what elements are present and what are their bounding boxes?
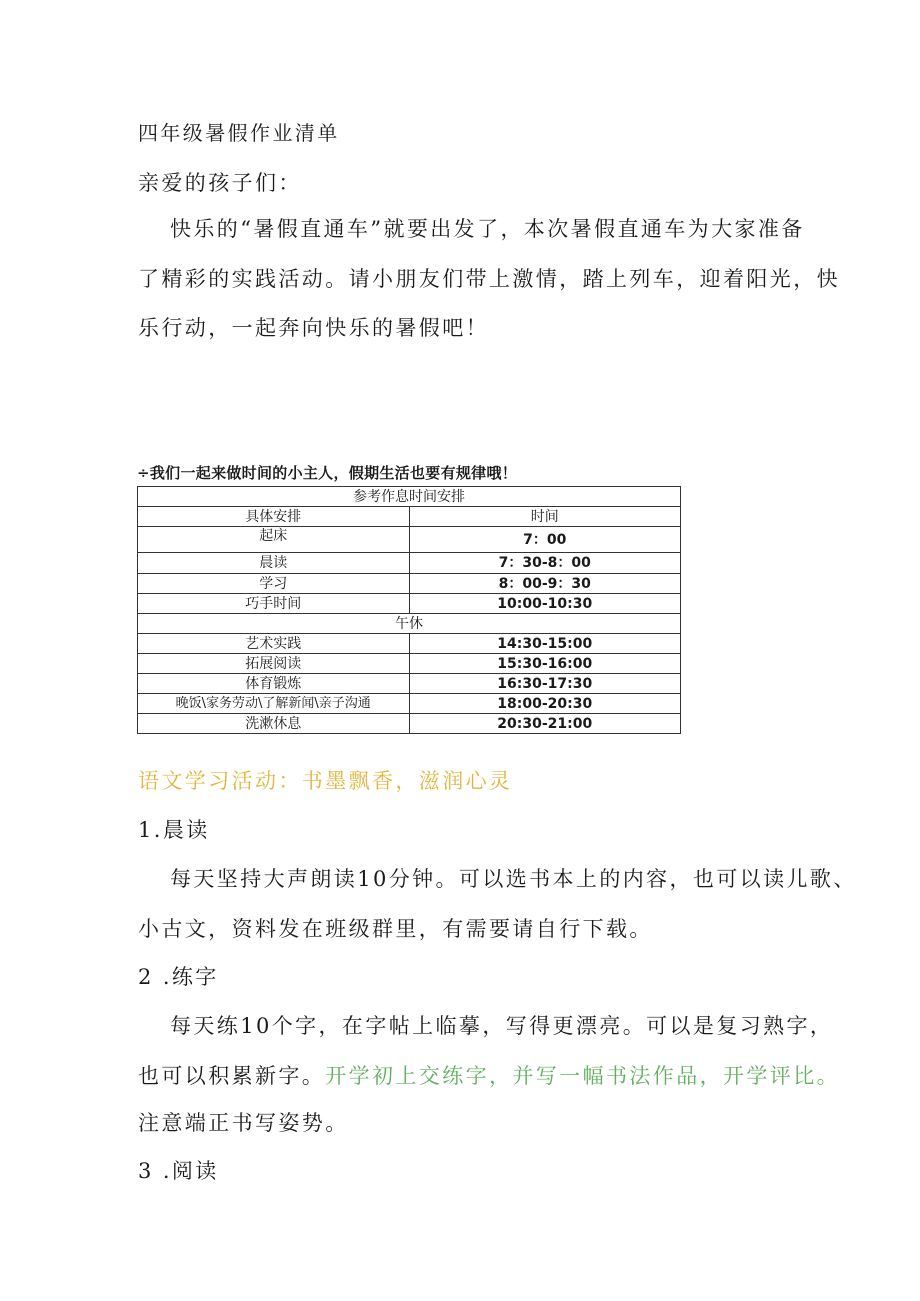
schedule-time: 7：30-8：00 [409,553,681,574]
schedule-item: 拓展阅读 [138,654,410,674]
table-row [138,694,681,714]
schedule-time: 20:30-21:00 [409,714,681,734]
schedule-table [137,486,681,734]
item-label-morning-reading: 1.晨读 [138,818,210,842]
schedule-item: 艺术实践 [138,634,410,654]
table-row [138,553,681,574]
item-label-calligraphy: 2 .练字 [138,965,219,989]
schedule-item: 体育锻炼 [138,674,410,694]
table-row [138,634,681,654]
item-label-reading: 3 .阅读 [138,1159,219,1183]
calligraphy-line-3: 注意端正书写姿势。 [138,1111,349,1135]
section-heading: 语文学习活动：书墨飘香，滋润心灵 [138,769,513,793]
schedule-item: 晚饭\家务劳动\了解新闻\亲子沟通 [138,694,410,714]
schedule-time: 18:00-20:30 [409,694,681,714]
schedule-title: 参考作息时间安排 [138,487,681,507]
table-row [138,487,681,507]
intro-line-2: 了精彩的实践活动。请小朋友们带上激情，踏上列车，迎着阳光，快 [138,267,840,291]
schedule-item-nap: 午休 [138,614,681,634]
schedule-time: 15:30-16:00 [409,654,681,674]
schedule-time: 10:00-10:30 [409,594,681,614]
table-row [138,527,681,553]
morning-reading-line-1: 每天坚持大声朗读10分钟。可以选书本上的内容，也可以读儿歌、 [170,867,857,891]
intro-line-1: 快乐的“暑假直通车”就要出发了，本次暑假直通车为大家准备 [170,217,805,241]
column-header-time: 时间 [409,507,681,527]
schedule-item: 学习 [138,574,410,594]
table-row [138,594,681,614]
morning-reading-line-2: 小古文，资料发在班级群里，有需要请自行下载。 [138,917,653,941]
calligraphy-line-2 [138,1061,840,1091]
calligraphy-line-1: 每天练10个字，在字帖上临摹，写得更漂亮。可以是复习熟字， [170,1014,834,1038]
table-row [138,714,681,734]
calligraphy-highlight: 开学初上交练字，并写一幅书法作品，开学评比。 [325,1064,841,1088]
table-row [138,614,681,634]
table-row [138,654,681,674]
schedule-item: 起床 [138,527,410,553]
schedule-time: 7：00 [409,527,681,553]
intro-line-3: 乐行动，一起奔向快乐的暑假吧！ [138,316,489,340]
calligraphy-line-2-text: 也可以积累新字。 [138,1064,326,1088]
schedule-time: 14:30-15:00 [409,634,681,654]
schedule-note: ÷我们一起来做时间的小主人，假期生活也要有规律哦！ [137,464,518,482]
schedule-item: 巧手时间 [138,594,410,614]
schedule-time: 8：00-9：30 [409,574,681,594]
table-row [138,574,681,594]
schedule-item: 洗漱休息 [138,714,410,734]
column-header-item: 具体安排 [138,507,410,527]
schedule-time: 16:30-17:30 [409,674,681,694]
table-row [138,674,681,694]
table-row [138,507,681,527]
document-title: 四年级暑假作业清单 [138,121,340,145]
greeting: 亲爱的孩子们： [138,171,302,195]
schedule-item: 晨读 [138,553,410,574]
